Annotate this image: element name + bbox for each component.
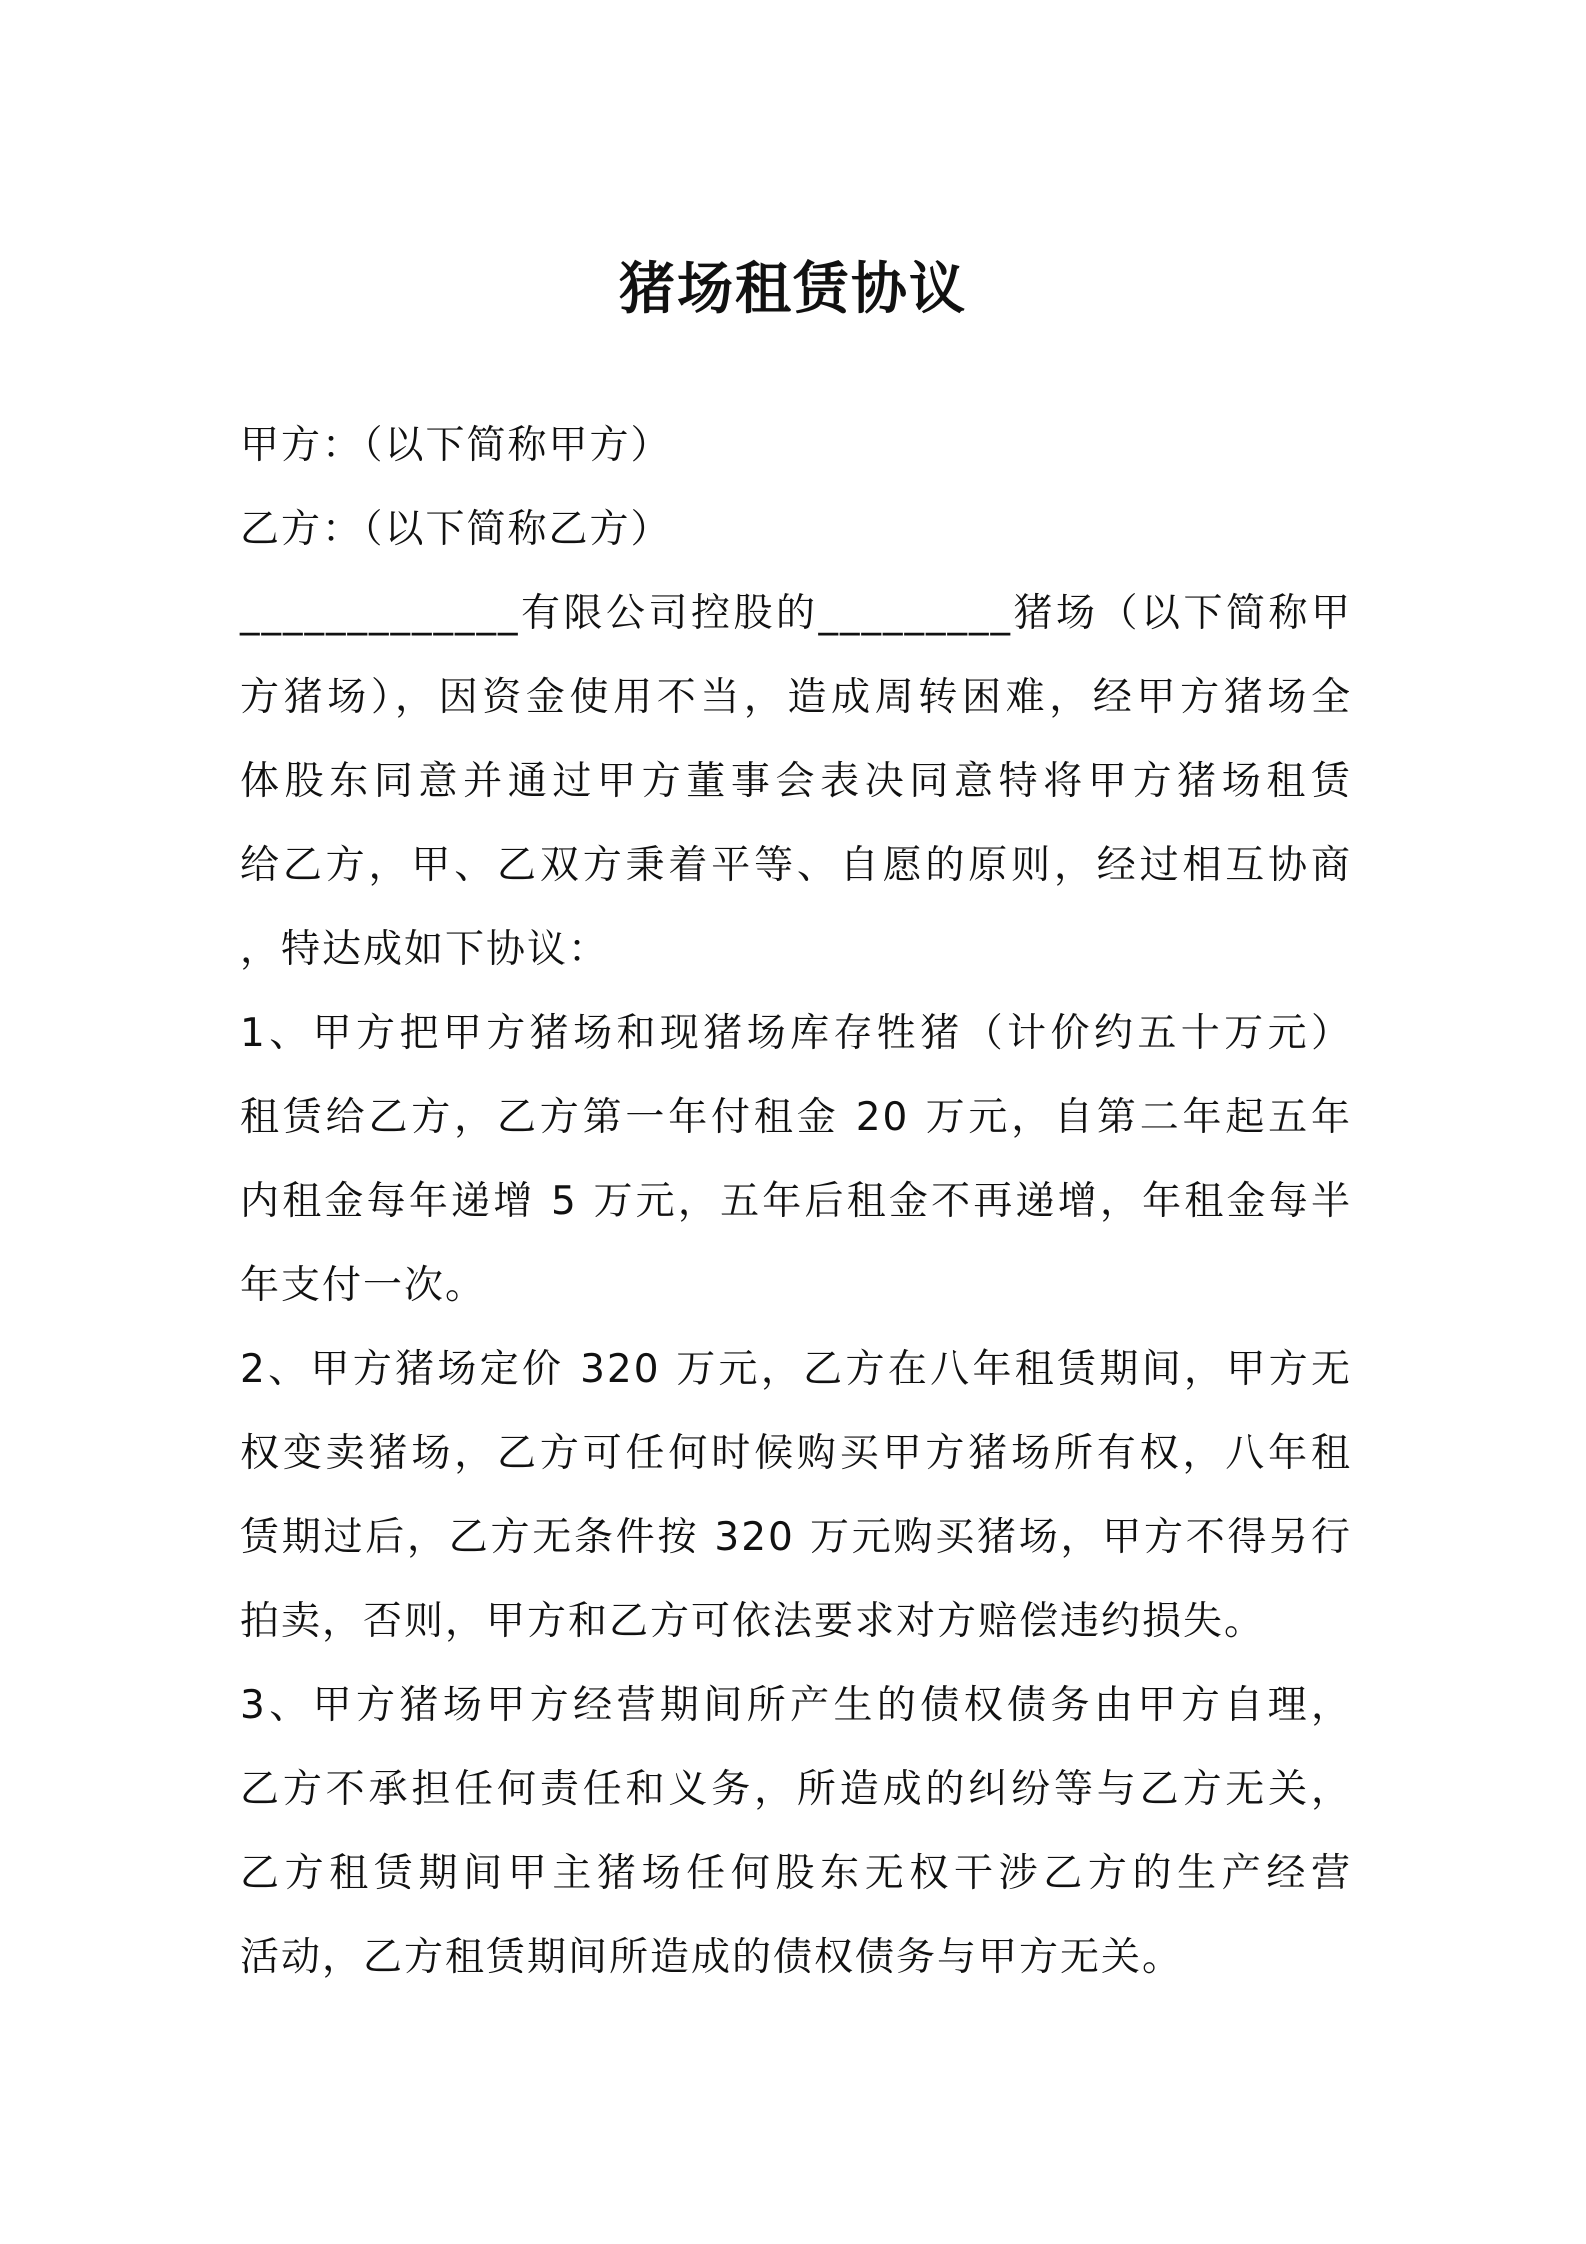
intro-line: 给乙方，甲、乙双方秉着平等、自愿的原则，经过相互协商 [240, 843, 1352, 888]
intro-line: _____________有限公司控股的_________猪场（以下简称甲 [240, 591, 1352, 636]
clause-3-line: 乙方租赁期间甲主猪场任何股东无权干涉乙方的生产经营 [240, 1851, 1352, 1896]
clause-3-line: 乙方不承担任何责任和义务，所造成的纠纷等与乙方无关， [240, 1767, 1352, 1812]
clause-2-line: 2、甲方猪场定价 320 万元，乙方在八年租赁期间，甲方无 [240, 1347, 1352, 1392]
document-body [240, 404, 1352, 2000]
clause-1-line: 内租金每年递增 5 万元，五年后租金不再递增，年租金每半 [240, 1179, 1352, 1224]
clause-3-line: 活动，乙方租赁期间所造成的债权债务与甲方无关。 [240, 1935, 1184, 1980]
party-a-line: 甲方：（以下简称甲方） [240, 423, 672, 468]
intro-line: 体股东同意并通过甲方董事会表决同意特将甲方猪场租赁 [240, 759, 1352, 804]
party-b-line: 乙方：（以下简称乙方） [240, 507, 672, 552]
intro-line: ，特达成如下协议： [240, 927, 610, 972]
clause-2-line: 赁期过后，乙方无条件按 320 万元购买猪场，甲方不得另行 [240, 1515, 1352, 1560]
clause-1-line: 1、甲方把甲方猪场和现猪场库存牲猪（计价约五十万元） [240, 1011, 1352, 1056]
clause-2-line: 权变卖猪场，乙方可任何时候购买甲方猪场所有权，八年租 [240, 1431, 1352, 1476]
clause-2-line: 拍卖，否则，甲方和乙方可依法要求对方赔偿违约损失。 [240, 1599, 1266, 1644]
clause-1-line: 租赁给乙方，乙方第一年付租金 20 万元，自第二年起五年 [240, 1095, 1352, 1140]
clause-3-line: 3、甲方猪场甲方经营期间所产生的债权债务由甲方自理， [240, 1683, 1352, 1728]
intro-line: 方猪场），因资金使用不当，造成周转困难，经甲方猪场全 [240, 675, 1352, 720]
document-title: 猪场租赁协议 [619, 257, 967, 322]
clause-1-line: 年支付一次。 [240, 1263, 487, 1308]
